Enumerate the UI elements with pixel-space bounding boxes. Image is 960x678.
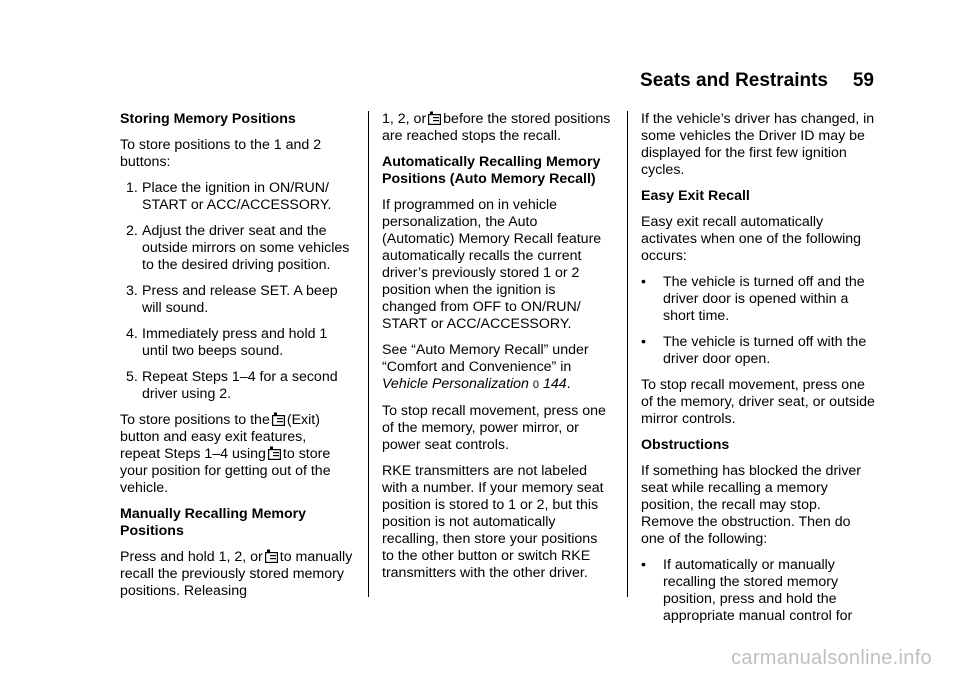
paragraph-easy-exit: Easy exit recall automatically activates when one of the following occurs:	[641, 214, 862, 264]
paragraph-see-reference: See “Auto Memory Recall” under “Comfort and Convenience” in Vehicle Personalization 0 144.	[382, 342, 589, 392]
heading-easy-exit: Easy Exit Recall	[641, 188, 750, 204]
list-item: 5. Repeat Steps 1–4 for a second driver using 2.	[126, 369, 338, 402]
heading-obstructions: Obstructions	[641, 437, 730, 453]
paragraph-store-intro: To store positions to the 1 and 2 buttons:	[120, 137, 322, 170]
heading-auto-recall: Automatically Recalling Memory Positions (Auto Memory Recall)	[382, 154, 601, 187]
paragraph-auto-recall: If programmed on in vehicle personalization, the Auto (Automatic) Memory Recall feature automatically recalls the current driver’s previously stored 1 or 2 position when the ignition is changed from OFF to ON/RUN/ START or ACC/ACCESSORY.	[382, 197, 602, 332]
page-ref-arrow-icon: 0	[532, 379, 540, 391]
paragraph-exit-store: To store positions to the (Exit) button and easy exit features, repeat Steps 1–4 using to store your position for getting out of the vehicle.	[120, 412, 331, 496]
paragraph-driver-id: If the vehicle’s driver has changed, in some vehicles the Driver ID may be displayed for the first few ignition cycles.	[641, 111, 875, 178]
paragraph-manual-recall: Press and hold 1, 2, or to manually recall the previously stored memory positions. Releasing	[120, 549, 353, 599]
list-item: 1. Place the ignition in ON/RUN/ START or ACC/ACCESSORY.	[126, 180, 332, 213]
easy-exit-bullets	[641, 274, 877, 368]
list-item: • The vehicle is turned off with the driver door open.	[641, 334, 867, 367]
page-header	[0, 0, 960, 96]
exit-button-icon	[428, 111, 441, 125]
column-1	[120, 111, 356, 609]
steps-list	[120, 180, 356, 403]
list-item: 3. Press and release SET. A beep will sound.	[126, 283, 338, 316]
paragraph-continued: 1, 2, or before the stored positions are reached stops the recall.	[382, 111, 611, 144]
list-item: • If automatically or manually recalling the stored memory position, press and hold the appropriate manual control for	[641, 557, 853, 624]
heading-manual-recall: Manually Recalling Memory Positions	[120, 506, 307, 539]
column-divider	[368, 111, 369, 597]
exit-button-icon	[272, 412, 285, 426]
obstruction-bullets	[641, 557, 877, 625]
exit-button-icon	[265, 549, 278, 563]
list-item: • The vehicle is turned off and the driver door is opened within a short time.	[641, 274, 865, 324]
cross-reference-page[interactable]: 144	[542, 376, 567, 392]
page-number: 59	[852, 70, 874, 91]
column-3	[641, 111, 877, 634]
section-title: Seats and Restraints	[640, 70, 828, 91]
watermark: carmanualsonline.info	[731, 647, 932, 669]
cross-reference-link[interactable]: Vehicle Personalization	[382, 376, 529, 392]
exit-button-icon	[268, 446, 281, 460]
list-item: 2. Adjust the driver seat and the outside mirrors on some vehicles to the desired driving position.	[126, 223, 350, 273]
paragraph-stop-recall: To stop recall movement, press one of the memory, driver seat, or outside mirror controls.	[641, 377, 875, 427]
column-2	[382, 111, 612, 591]
paragraph-stop-recall: To stop recall movement, press one of the memory, power mirror, or power seat controls.	[382, 403, 606, 453]
list-item: 4. Immediately press and hold 1 until two beeps sound.	[126, 326, 328, 359]
heading-storing-memory: Storing Memory Positions	[120, 111, 296, 127]
paragraph-rke: RKE transmitters are not labeled with a number. If your memory seat position is stored to 1 or 2, but this position is not automatically recalling, then store your positions to the other button or switch RKE transmitters with the other driver.	[382, 463, 604, 581]
column-divider	[627, 111, 628, 597]
paragraph-obstructions: If something has blocked the driver seat while recalling a memory position, the recall may stop. Remove the obstruction. Then do one of the following:	[641, 463, 862, 547]
